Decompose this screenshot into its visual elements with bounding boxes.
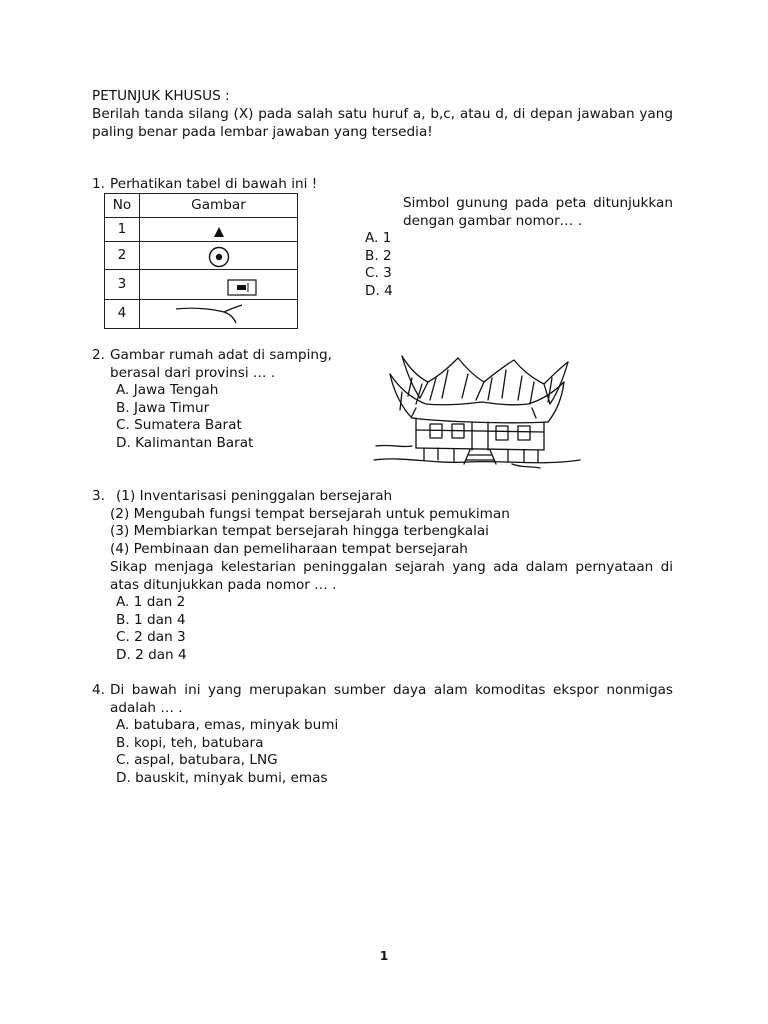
table-header-gambar: Gambar (140, 194, 298, 218)
q1-question-line-1: Simbol gunung pada peta ditunjukkan (403, 195, 673, 211)
table-cell-symbol (140, 300, 298, 329)
q3-number: 3. (92, 488, 105, 504)
q4-option-d: D. bauskit, minyak bumi, emas (116, 770, 328, 786)
q1-option-a: A. 1 (365, 230, 392, 246)
table-row (105, 218, 298, 242)
q3-option-d: D. 2 dan 4 (116, 647, 187, 663)
triangle-icon (209, 224, 229, 240)
q2-option-a: A. Jawa Tengah (116, 382, 219, 398)
table-row (105, 300, 298, 329)
table-cell-symbol (140, 270, 298, 300)
q1-option-b: B. 2 (365, 248, 392, 264)
table-header-row (105, 194, 298, 218)
table-header-no: No (105, 194, 140, 218)
page-number: 1 (379, 949, 389, 963)
circled-dot-icon (207, 245, 231, 269)
instructions-heading: PETUNJUK KHUSUS : (92, 88, 230, 104)
table-row (105, 242, 298, 270)
q4-number: 4. (92, 682, 105, 698)
instructions-line-1: Berilah tanda silang (X) pada salah satu huruf a, b,c, atau d, di depan jawaban yang (92, 106, 673, 122)
table-cell-no: 4 (105, 300, 140, 329)
q4-option-b: B. kopi, teh, batubara (116, 735, 264, 751)
table-row (105, 270, 298, 300)
q1-option-d: D. 4 (365, 283, 393, 299)
q2-number: 2. (92, 347, 105, 363)
table-cell-symbol (140, 242, 298, 270)
instructions-line-2: paling benar pada lembar jawaban yang tersedia! (92, 124, 433, 140)
q2-option-d: D. Kalimantan Barat (116, 435, 254, 451)
q1-prompt: Perhatikan tabel di bawah ini ! (110, 176, 318, 192)
q3-option-b: B. 1 dan 4 (116, 612, 186, 628)
river-line-icon (174, 303, 244, 325)
q1-question-line-2: dengan gambar nomor… . (403, 213, 582, 229)
map-symbol-table (104, 193, 298, 329)
q4-question-line-1: Di bawah ini yang merupakan sumber daya alam komoditas ekspor nonmigas (110, 682, 673, 698)
q4-question-line-2: adalah … . (110, 700, 183, 716)
table-cell-symbol (140, 218, 298, 242)
table-cell-no: 1 (105, 218, 140, 242)
q2-option-c: C. Sumatera Barat (116, 417, 242, 433)
q3-statement-3: (3) Membiarkan tempat bersejarah hingga terbengkalai (110, 523, 489, 539)
table-cell-no: 2 (105, 242, 140, 270)
q2-prompt-line-1: Gambar rumah adat di samping, (110, 347, 332, 363)
table-cell-no: 3 (105, 270, 140, 300)
q1-option-c: C. 3 (365, 265, 392, 281)
q3-question-line-2: atas ditunjukkan pada nomor … . (110, 577, 337, 593)
q1-number: 1. (92, 176, 105, 192)
q3-question-line-1: Sikap menjaga kelestarian peninggalan sejarah yang ada dalam pernyataan di (110, 559, 673, 575)
rumah-gadang-illustration (372, 352, 584, 470)
box-symbol-icon (226, 277, 260, 299)
q3-statement-1: (1) Inventarisasi peninggalan bersejarah (116, 488, 393, 504)
q4-option-a: A. batubara, emas, minyak bumi (116, 717, 339, 733)
q2-option-b: B. Jawa Timur (116, 400, 210, 416)
q2-prompt-line-2: berasal dari provinsi … . (110, 365, 276, 381)
q4-option-c: C. aspal, batubara, LNG (116, 752, 278, 768)
q3-option-c: C. 2 dan 3 (116, 629, 186, 645)
q3-option-a: A. 1 dan 2 (116, 594, 186, 610)
q3-statement-2: (2) Mengubah fungsi tempat bersejarah untuk pemukiman (110, 506, 510, 522)
q3-statement-4: (4) Pembinaan dan pemeliharaan tempat bersejarah (110, 541, 468, 557)
